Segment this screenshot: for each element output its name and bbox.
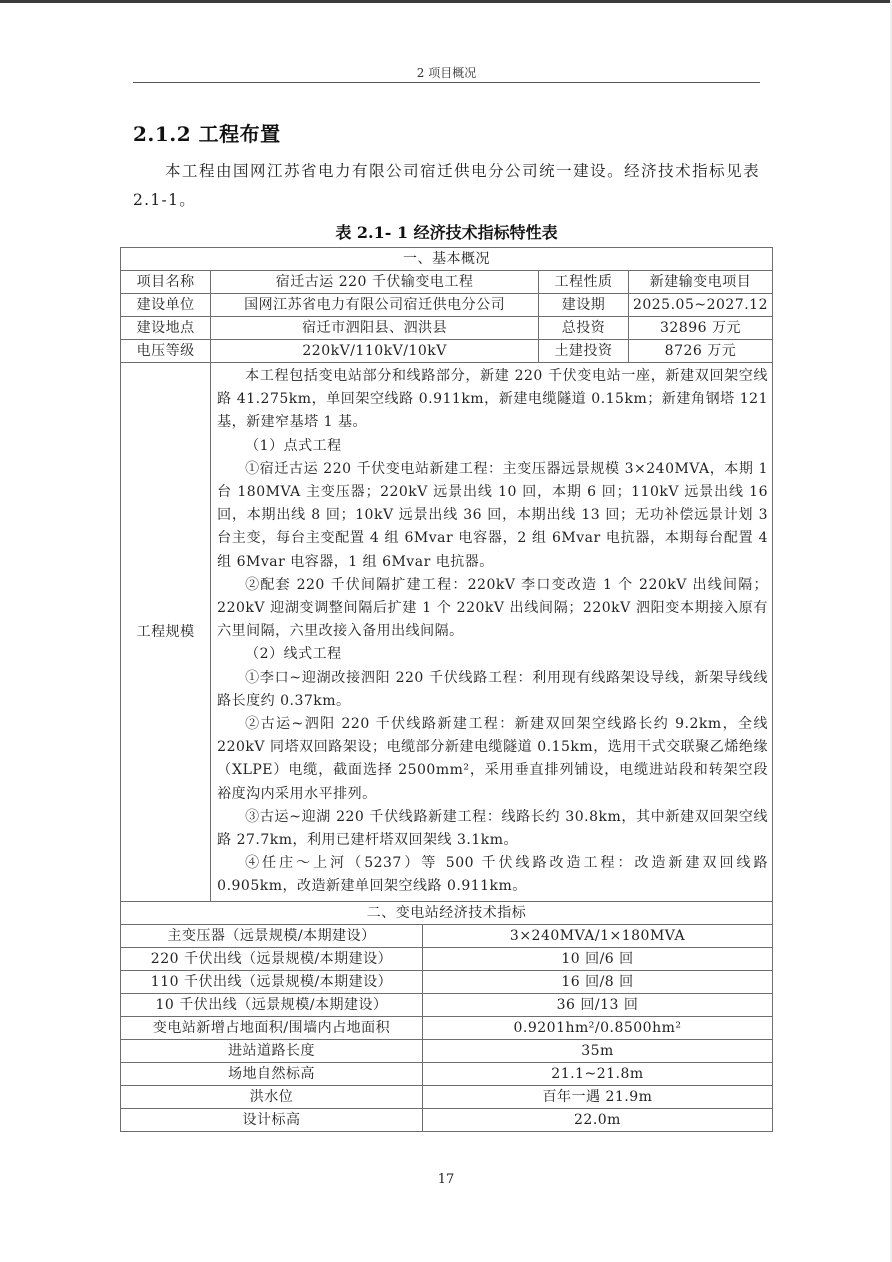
scale-paragraph: ③古运~迎湖 220 千伏线路新建工程：线路长约 30.8km，其中新建双回架空线路 27.7km，利用已建杆塔双回架线 3.1km。	[217, 808, 768, 849]
row-value: 0.9201hm²/0.8500hm²	[422, 1016, 772, 1039]
intro-paragraph: 本工程由国网江苏省电力有限公司宿迁供电分公司统一建设。经济技术指标见表 2.1-1。	[133, 162, 760, 209]
section-heading: 2.1.2 工程布置	[133, 122, 281, 146]
row-value: 36 回/13 回	[422, 993, 772, 1016]
scale-subheading: （2）线式工程	[245, 646, 342, 663]
scale-paragraph: ④任庄～上河（5237）等 500 千伏线路改造工程：改造新建双回线路 0.905km，改造新建单回架空线路 0.911km。	[217, 855, 768, 895]
table-row	[121, 1016, 773, 1039]
row-label: 电压等级	[121, 340, 211, 363]
page-number: 17	[437, 1172, 455, 1187]
section-row	[121, 248, 773, 271]
row-label: 工程性质	[539, 271, 629, 294]
row-label: 总投资	[539, 317, 629, 340]
table-row	[121, 1062, 773, 1085]
row-value: 21.1~21.8m	[422, 1062, 772, 1085]
row-label: 项目名称	[121, 271, 211, 294]
row-label: 洪水位	[121, 1085, 423, 1108]
indicators-table	[120, 247, 773, 1132]
table-row	[121, 1108, 773, 1131]
table-caption: 表 2.1- 1 经济技术指标特性表	[335, 223, 558, 242]
scale-description	[211, 363, 773, 902]
running-header: 2 项目概况	[416, 66, 477, 80]
table-row	[121, 340, 773, 363]
top-border	[0, 0, 892, 3]
header-rule	[133, 82, 760, 83]
row-value: 35m	[422, 1039, 772, 1062]
table-row	[121, 993, 773, 1016]
table-row	[121, 924, 773, 947]
row-value: 国网江苏省电力有限公司宿迁供电分公司	[211, 294, 539, 317]
row-value: 32896 万元	[628, 317, 772, 340]
scale-paragraph: ②古运~泗阳 220 千伏线路新建工程：新建双回架空线路长约 9.2km，全线 220kV 同塔双回路架设；电缆部分新建电缆隧道 0.15km，选用干式交联聚乙烯绝缘（XLPE）电缆，截面选择 2500mm²，采用垂直排列铺设，电缆进站段和转架空段裕度沟内采用水平排列。	[217, 716, 768, 802]
section-title-basic: 一、基本概况	[121, 248, 773, 271]
row-label: 场地自然标高	[121, 1062, 423, 1085]
row-value: 22.0m	[422, 1108, 772, 1131]
row-label: 10 千伏出线（远景规模/本期建设）	[121, 993, 423, 1016]
table-row	[121, 970, 773, 993]
row-value: 2025.05~2027.12	[628, 294, 772, 317]
row-label: 主变压器（远景规模/本期建设）	[121, 924, 423, 947]
table-row	[121, 1039, 773, 1062]
section-row	[121, 901, 773, 924]
row-label: 变电站新增占地面积/围墙内占地面积	[121, 1016, 423, 1039]
row-value: 220kV/110kV/10kV	[211, 340, 539, 363]
table-row	[121, 294, 773, 317]
row-label: 建设单位	[121, 294, 211, 317]
row-value: 宿迁市泗阳县、泗洪县	[211, 317, 539, 340]
row-value: 3×240MVA/1×180MVA	[422, 924, 772, 947]
scale-paragraph: 本工程包括变电站部分和线路部分，新建 220 千伏变电站一座，新建双回架空线路 41.275km，单回架空线路 0.911km，新建电缆隧道 0.15km；新建角钢塔 121 基，新建窄基塔 1 基。	[217, 368, 768, 431]
table-row	[121, 317, 773, 340]
table-row	[121, 947, 773, 970]
table-row	[121, 1085, 773, 1108]
scale-paragraph: ②配套 220 千伏间隔扩建工程：220kV 李口变改造 1 个 220kV 出线间隔；220kV 迎湖变调整间隔后扩建 1 个 220kV 出线间隔；220kV 泗阳变本期接入原有六里间隔，六里改接入备用出线间隔。	[217, 576, 768, 640]
row-label: 建设地点	[121, 317, 211, 340]
scale-paragraph: ①宿迁古运 220 千伏变电站新建工程：主变压器远景规模 3×240MVA，本期 1 台 180MVA 主变压器；220kV 远景出线 10 回，本期 6 回；110kV 远景出线 16 回，本期出线 8 回；10kV 远景出线 36 回，本期出线 13 回；无功补偿远景计划 3 台主变，每台主变配置 4 组 6Mvar 电容器，2 组 6Mvar 电抗器，本期每台配置 4 组 6Mvar 电容器，1 组 6Mvar 电抗器。	[217, 460, 768, 570]
scale-label: 工程规模	[121, 363, 211, 902]
row-label: 设计标高	[121, 1108, 423, 1131]
row-value: 16 回/8 回	[422, 970, 772, 993]
row-label: 110 千伏出线（远景规模/本期建设）	[121, 970, 423, 993]
table-row-scale	[121, 363, 773, 902]
row-label: 建设期	[539, 294, 629, 317]
row-value: 宿迁古运 220 千伏输变电工程	[211, 271, 539, 294]
row-value: 百年一遇 21.9m	[422, 1085, 772, 1108]
table-row	[121, 271, 773, 294]
section-title-substation: 二、变电站经济技术指标	[121, 901, 773, 924]
row-value: 8726 万元	[628, 340, 772, 363]
row-value: 新建输变电项目	[628, 271, 772, 294]
row-label: 土建投资	[539, 340, 629, 363]
scale-paragraph: ①李口~迎湖改接泗阳 220 千伏线路工程：利用现有线路架设导线，新架导线线路长度约 0.37km。	[217, 669, 768, 709]
scale-subheading: （1）点式工程	[245, 437, 342, 454]
row-value: 10 回/6 回	[422, 947, 772, 970]
row-label: 220 千伏出线（远景规模/本期建设）	[121, 947, 423, 970]
row-label: 进站道路长度	[121, 1039, 423, 1062]
